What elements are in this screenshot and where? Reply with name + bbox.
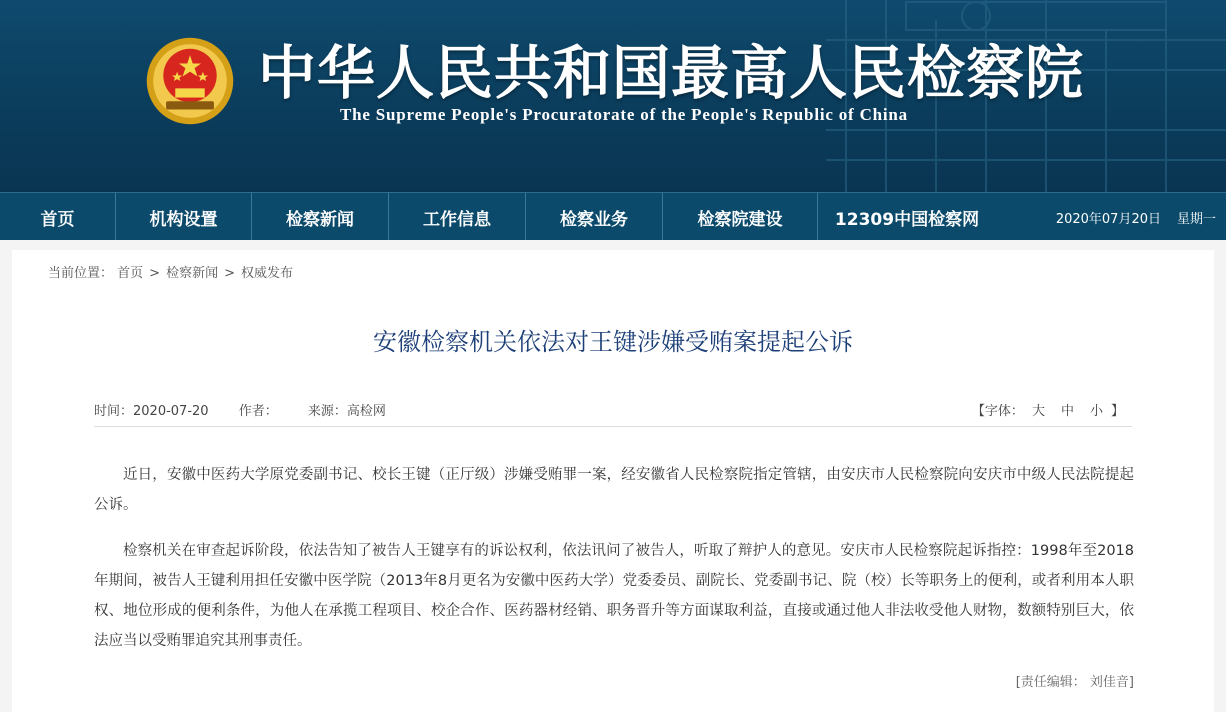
- breadcrumb-authoritative-release[interactable]: 权威发布: [241, 266, 294, 281]
- meta-author: 作者：: [238, 404, 278, 419]
- responsible-editor: [责任编辑： 刘佳音]: [1015, 675, 1134, 690]
- main-nav: [0, 192, 1226, 241]
- font-size-large[interactable]: 大: [1031, 404, 1045, 419]
- nav-item-organization[interactable]: 机构设置: [116, 193, 252, 241]
- content-area: [0, 240, 1226, 712]
- breadcrumb-prefix: 当前位置：: [48, 266, 114, 281]
- procuratorate-emblem-icon[interactable]: [144, 35, 236, 127]
- font-size-label: 【字体：: [971, 404, 1024, 419]
- weekday-text: 星期一: [1176, 211, 1216, 227]
- breadcrumb: [48, 262, 293, 281]
- meta-source: 来源：高检网: [307, 404, 386, 419]
- nav-item-home[interactable]: 首页: [0, 193, 116, 241]
- site-title: 中华人民共和国最高人民检察院: [258, 39, 1085, 107]
- article-title: 安徽检察机关依法对王键涉嫌受贿案提起公诉: [373, 328, 853, 356]
- article-paragraph: 检察机关在审查起诉阶段，依法告知了被告人王键享有的诉讼权利，依法讯问了被告人，听取了辩护人的意见。安庆市人民检察院起诉指控：1998年至2018年期间，被告人王键利用担任安徽中医学院（2013年8月更名为安徽中医药大学）党委委员、副院长、党委副书记、院（校）长等职务上的便利，或者利用本人职权、地位形成的便利条件，为他人在承揽工程项目、校企合作、医药器材经销、职务晋升等方面谋取利益，直接或通过他人非法收受他人财物，数额特别巨大，依法应当以受贿罪追究其刑事责任。: [94, 543, 1134, 649]
- breadcrumb-home[interactable]: 首页: [117, 266, 144, 281]
- date-text: 2020年07月20日: [1055, 211, 1161, 227]
- nav-item-12309[interactable]: 12309中国检察网: [834, 209, 980, 230]
- current-date: [1056, 193, 1216, 241]
- site-header: [0, 0, 1226, 192]
- meta-time: 时间：2020-07-20: [94, 404, 209, 419]
- font-size-switcher: [972, 400, 1124, 419]
- nav-item-work-info[interactable]: 工作信息: [389, 193, 526, 241]
- article-meta: [94, 400, 1132, 427]
- breadcrumb-separator: >: [224, 266, 235, 281]
- site-subtitle: The Supreme People's Procuratorate of the People's Republic of China: [340, 105, 908, 124]
- breadcrumb-news[interactable]: 检察新闻: [166, 266, 219, 281]
- nav-item-business[interactable]: 检察业务: [526, 193, 663, 241]
- font-size-close: 】: [1110, 404, 1124, 419]
- article-page: [12, 250, 1214, 712]
- article-paragraph: 近日，安徽中医药大学原党委副书记、校长王键（正厅级）涉嫌受贿罪一案，经安徽省人民检察院指定管辖，由安庆市人民检察院向安庆市中级人民法院提起公诉。: [94, 467, 1134, 513]
- nav-item-construction[interactable]: 检察院建设: [663, 193, 818, 241]
- font-size-small[interactable]: 小: [1089, 404, 1103, 419]
- breadcrumb-separator: >: [149, 266, 161, 281]
- font-size-medium[interactable]: 中: [1060, 404, 1074, 419]
- article-body: [94, 460, 1134, 672]
- nav-item-news[interactable]: 检察新闻: [252, 193, 389, 241]
